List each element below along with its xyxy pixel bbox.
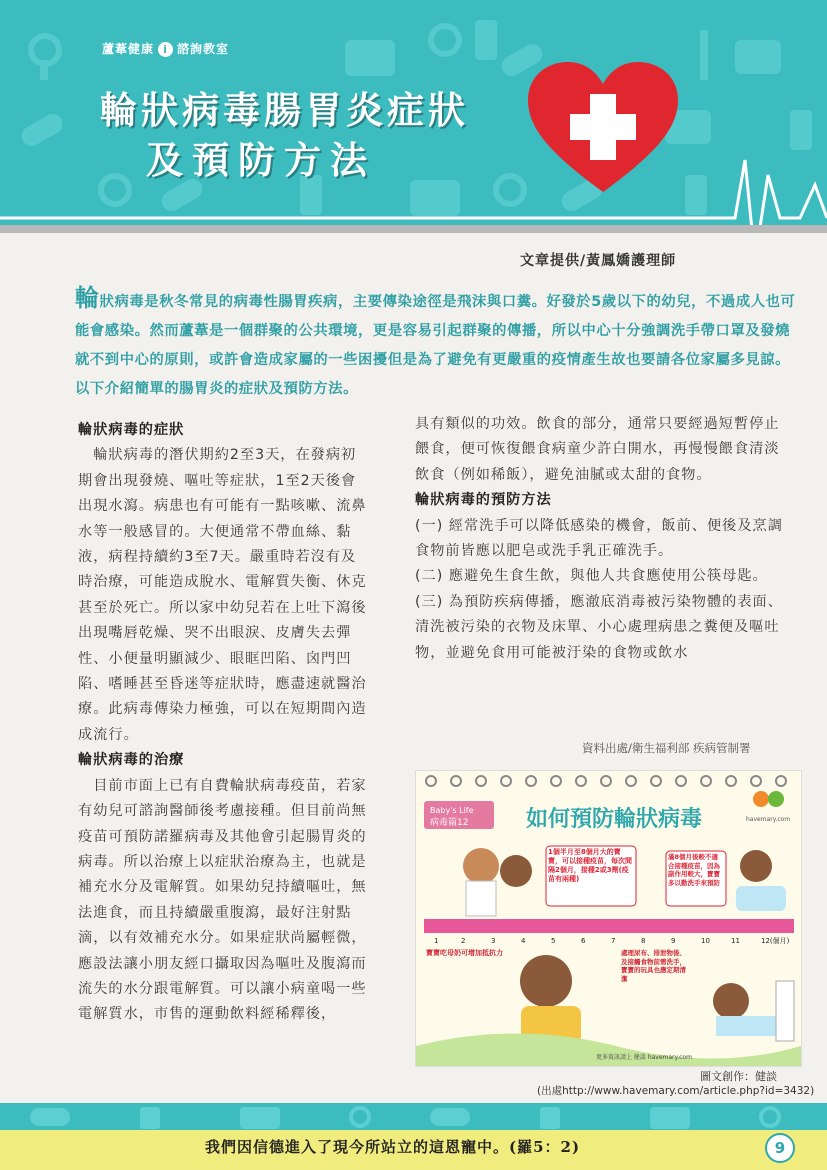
mother-figure — [500, 855, 532, 887]
stethoscope-icon — [101, 176, 129, 204]
bottle-icon — [540, 1107, 560, 1129]
info-icon: i — [158, 42, 173, 57]
timeline-label: 12(個月) — [761, 937, 790, 945]
heart-cross-icon — [528, 62, 678, 197]
infographic — [415, 770, 802, 1067]
syringe-icon — [700, 30, 708, 80]
timeline-label: 3 — [491, 937, 496, 945]
prevention-item: (一) 經常洗手可以降低感染的機會，飯前、便後及烹調食物前皆應以肥皂或洗手乳正確洗手。 — [415, 517, 783, 560]
footer-verse: 我們因信德進入了現今所站立的這恩寵中。(羅5：2) — [205, 1138, 581, 1156]
medical-kit-icon — [240, 1107, 280, 1129]
drop-cap: 輪 — [75, 284, 100, 312]
intro-paragraph — [75, 284, 797, 404]
medical-kit-icon — [410, 180, 460, 216]
info-box-2-text: 滿8個月後較不適合接種疫苗，因為副作用較大，寶寶多以勤洗手來預防 — [668, 853, 720, 887]
prevention-heading: 輪狀病毒的預防方法 — [415, 492, 552, 509]
nurse-figure — [463, 848, 499, 884]
tag-top: Baby's Life — [430, 806, 474, 815]
timeline-label: 5 — [551, 937, 556, 945]
stethoscope-icon — [761, 1108, 779, 1126]
info-box-3-text: 寶寶吃母奶可增加抵抗力 — [426, 949, 503, 957]
treatment-heading: 輪狀病毒的治療 — [78, 752, 185, 769]
footer-pattern-band — [0, 1103, 827, 1130]
logo-dot — [768, 791, 784, 807]
prevention-item: (二) 應避免生食生飲，與他人共食應使用公筷母匙。 — [415, 568, 768, 585]
header-banner — [0, 0, 827, 225]
footer-pattern — [0, 1103, 827, 1130]
pill-icon — [30, 1108, 70, 1126]
credit-source-url: (出處http://www.havemary.com/article.php?id=3432) — [537, 1085, 815, 1097]
infographic-banner: 更多資訊請上 健談 havemary.com — [596, 1054, 692, 1061]
logo-text: havemary.com — [746, 816, 791, 823]
infographic-illustration — [416, 771, 801, 1066]
symptoms-heading: 輪狀病毒的症狀 — [78, 422, 185, 438]
timeline-label: 8 — [641, 937, 646, 945]
intro-text: 狀病毒是秋冬常見的病毒性腸胃疾病，主要傳染途徑是飛沫與口糞。好發於5歲以下的幼兒，不過成人也可能會感染。然而蘆葦是一個群聚的公共環境，更是容易引起群聚的傳播，所以中心十分強調洗手帶口罩及發燒就不到中心的原則，或許會造成家屬的一些困擾但是為了避免有更嚴重的疫情產生故也要請各位家屬多見諒。 以下介紹簡單的腸胃炎的症狀及預防方法。 — [75, 294, 796, 397]
page-title-line1: 輪狀病毒腸胃炎症狀 — [100, 89, 469, 132]
handwashing-figure — [713, 983, 749, 1019]
author-byline: 文章提供/黃鳳嬌護理師 — [520, 253, 677, 269]
bottle-icon — [790, 110, 812, 150]
info-box-1-text: 1個半月至8個月大的寶寶，可以接種疫苗，每次間隔2個月，接種2或3劑(疫苗有兩種) — [548, 848, 632, 883]
medical-kit-icon — [345, 40, 395, 76]
timeline-label: 1 — [434, 937, 439, 945]
timeline-bar — [424, 919, 794, 933]
continued-text: 具有類似的功效。飲食的部分，通常只要經過短暫停止餵食，便可恢復餵食病童少許白開水，再慢慢餵食清淡飲食（例如稀飯），避免油膩或太甜的食物。 — [415, 416, 780, 483]
bottle-icon — [140, 1107, 160, 1129]
source-note: 資料出處/衛生福利部 疾病管制署 — [582, 741, 751, 755]
pill-icon — [430, 1108, 470, 1126]
tag-bottom: 病毒篇12 — [430, 818, 469, 828]
bottle-icon — [475, 20, 497, 60]
mirror — [776, 981, 794, 1041]
stethoscope-icon — [351, 1108, 369, 1126]
credit-author: 圖文創作：健談 — [700, 1070, 777, 1083]
timeline-label: 9 — [671, 937, 676, 945]
brand-left-text: 蘆葦健康 — [102, 42, 155, 56]
timeline-label: 11 — [731, 937, 740, 945]
treatment-text: 目前市面上已有自費輪狀病毒疫苗，若家有幼兒可諮詢醫師後考慮接種。但目前尚無疫苗可預防諾羅病毒及其他會引起腸胃炎的病毒。所以治療上以症狀治療為主，也就是補充水分及電解質。如果幼兒持續嘔吐，無法進食，而且持續嚴重腹瀉，最好注射點滴，以有效補充水分。如果症狀尚屬輕微，應設法讓小朋友經口攝取因為嘔吐及腹瀉而流失的水分跟電解質。可以讓小病童喝一些電解質水，市售的運動飲料經稀釋後， — [78, 777, 367, 1023]
timeline-label: 2 — [461, 937, 466, 945]
stethoscope-icon — [496, 176, 524, 204]
prevention-item: (三) 為預防疾病傳播，應澈底消毒被污染物體的表面、清洗被污染的衣物及床單、小心處理病患之糞便及嘔吐物，並避免食用可能被汙染的食物或飲水 — [415, 593, 783, 661]
pill-icon — [18, 110, 66, 149]
timeline-label: 10 — [701, 937, 710, 945]
header-divider — [0, 225, 827, 233]
right-column — [415, 412, 793, 666]
timeline-label: 4 — [521, 937, 526, 945]
bath-mother-figure — [740, 850, 772, 882]
bottle-icon — [685, 175, 707, 215]
logo-dot — [753, 791, 769, 807]
timeline-label: 7 — [611, 937, 616, 945]
stethoscope-icon — [31, 36, 59, 80]
info-box-4-text: 處理尿布、排泄物後、及接觸食物前需洗手，寶寶的玩具也應定期清潔 — [621, 949, 686, 983]
left-column — [78, 418, 368, 1028]
brand-right-text: 諮詢教室 — [177, 42, 230, 56]
bathtub — [736, 886, 786, 911]
sink — [716, 1016, 776, 1036]
page-title-line2: 及預防方法 — [146, 139, 376, 182]
medical-kit-icon — [735, 40, 781, 74]
infographic-title: 如何預防輪狀病毒 — [526, 807, 703, 832]
symptoms-text: 輪狀病毒的潛伏期約2至3天，在發病初期會出現發燒、嘔吐等症狀，1至2天後會出現水瀉。病患也有可能有一點咳嗽、流鼻水等一般感冒的。大便通常不帶血絲、黏液，病程持續約3至7天。嚴重時若沒有及時治療，可能造成脫水、電解質失衡、休克甚至於死亡。所以家中幼兒若在上吐下瀉後出現嘴唇乾燥、哭不出眼淚、皮膚失去彈性、小便量明顯減少、眼眶凹陷、囟門凹陷、嗜睡甚至昏迷等症狀時，應盡速就醫治療。此病毒傳染力極強，可以在短期間內造成流行。 — [78, 447, 367, 743]
timeline-label: 6 — [581, 937, 586, 945]
page-number: 9 — [765, 1133, 795, 1163]
breastfeeding-mother-figure — [520, 955, 572, 1007]
brand-label — [102, 40, 229, 57]
medical-kit-icon — [650, 1107, 690, 1129]
stethoscope-icon — [431, 26, 459, 54]
nurse-body — [466, 881, 496, 916]
